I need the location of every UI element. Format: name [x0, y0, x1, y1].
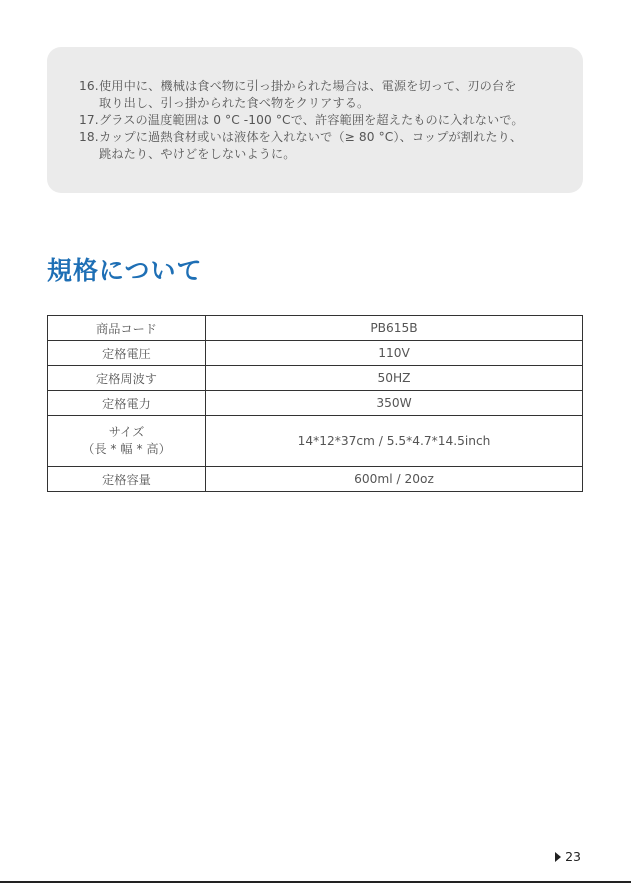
- note-text: 跳ねたり、やけどをしないように。: [99, 147, 296, 161]
- spec-value: 14*12*37cm / 5.5*4.7*14.5inch: [206, 416, 583, 467]
- note-number: 18.: [79, 130, 99, 144]
- table-row: [48, 391, 583, 416]
- spec-label-text: （長 * 幅 * 高）: [82, 442, 171, 456]
- table-row: [48, 341, 583, 366]
- spec-table: [47, 315, 583, 492]
- table-row: [48, 467, 583, 492]
- spec-value: 50HZ: [206, 366, 583, 391]
- spec-label: [48, 341, 206, 366]
- spec-label: [48, 416, 206, 467]
- spec-label-text: 定格周波す: [96, 371, 157, 386]
- note-number: 16.: [79, 79, 99, 93]
- note-text: カップに過熱食材或いは液体を入れないで（≥ 80 °C）、コップが割れたり、: [99, 130, 523, 144]
- note-text: グラスの温度範囲は 0 °C -100 °Cで、許容範囲を超えたものに入れないで。: [99, 113, 524, 127]
- spec-label-text: サイズ: [108, 425, 145, 439]
- spec-label: [48, 467, 206, 492]
- table-row: [48, 316, 583, 341]
- spec-value: 350W: [206, 391, 583, 416]
- spec-label-text: 商品コード: [96, 321, 157, 336]
- note-16: [79, 78, 557, 112]
- table-row: [48, 366, 583, 391]
- note-17: [79, 112, 557, 129]
- spec-label-text: 定格電力: [102, 396, 151, 411]
- note-18: [79, 129, 557, 163]
- caution-notes-box: [47, 47, 583, 193]
- triangle-right-icon: [555, 852, 561, 862]
- page-number: [555, 849, 581, 864]
- spec-value: 600ml / 20oz: [206, 467, 583, 492]
- section-title: 規格について: [47, 256, 203, 285]
- spec-label: [48, 366, 206, 391]
- page-number-text: 23: [565, 849, 581, 864]
- spec-value: PB615B: [206, 316, 583, 341]
- spec-label-text: 定格電圧: [102, 346, 151, 361]
- spec-label: [48, 316, 206, 341]
- spec-label-text: 定格容量: [102, 472, 151, 487]
- note-number: 17.: [79, 113, 99, 127]
- note-text: 取り出し、引っ掛かられた食べ物をクリアする。: [99, 96, 370, 110]
- spec-label: [48, 391, 206, 416]
- table-row: [48, 416, 583, 467]
- note-text: 使用中に、機械は食べ物に引っ掛かられた場合は、電源を切って、刃の台を: [99, 79, 517, 93]
- spec-value: 110V: [206, 341, 583, 366]
